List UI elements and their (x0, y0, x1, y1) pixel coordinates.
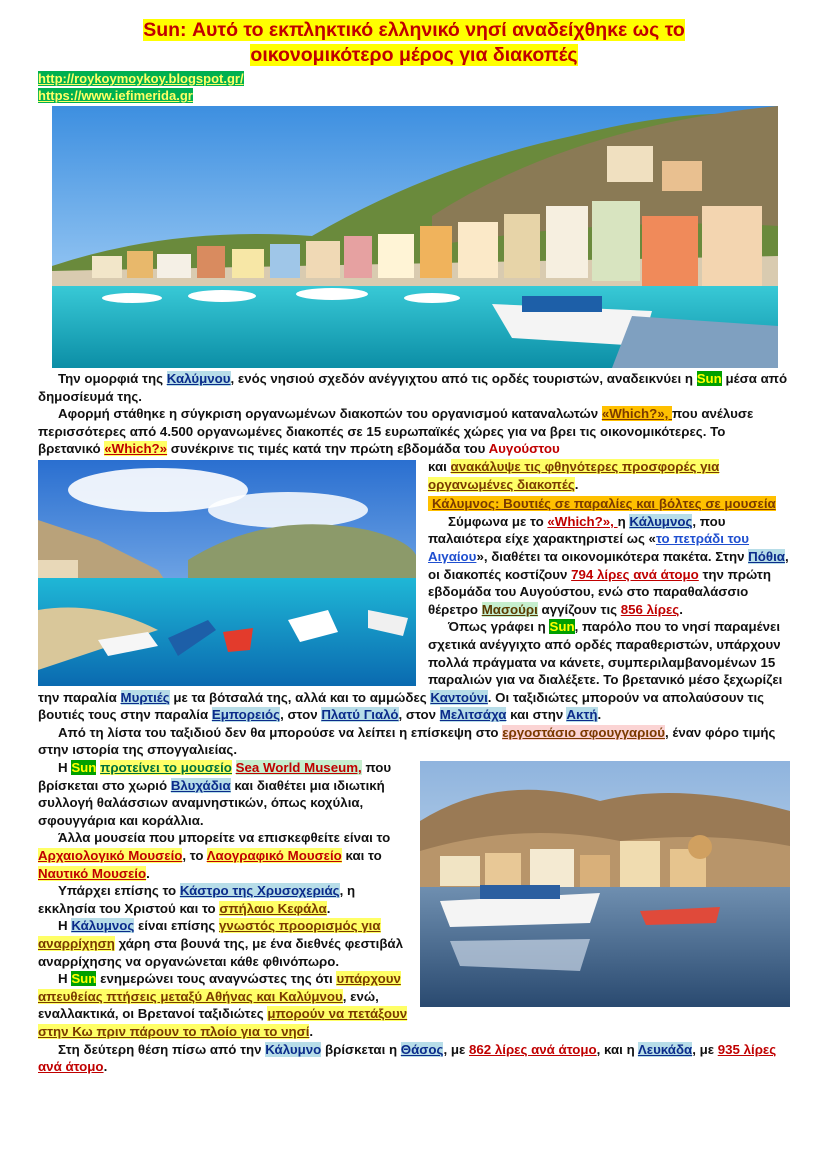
sponge-factory-tag: εργοστάσιο σφουγγαριού (502, 724, 665, 740)
paragraph-flights: Η Sun ενημερώνει τους αναγνώστες της ότι υπάρχουν απευθείας πτήσεις μεταξύ Αθήνας και Καλύμνου, ενώ, εναλλακτικά, οι Βρετανοί ταξιδιώτες μπορούν να πετάξουν στην Κω πριν πάρουν το πλοίο για το νησί. (38, 971, 408, 1039)
title-line-1: Sun: Αυτό το εκπληκτικό ελληνικό νησί αναδείχθηκε ως το (143, 19, 685, 41)
paragraph-other-museums: Άλλα μουσεία που μπορείτε να επισκεφθείτε είναι το Αρχαιολογικό Μουσείο, το Λαογραφικό Μουσείο και το Ναυτικό Μουσείο. (38, 830, 391, 881)
title-line-2: οικονομικότερο μέρος για διακοπές (250, 44, 578, 66)
paragraph-which: Αφορμή στάθηκε η σύγκριση οργανωμένων διακοπών του οργανισμού καταναλωτών «Which?», που ανέλυσε περισσότερες από 4.500 οργανωμένες διακοπές σε 15 ευρωπαϊκές χώρες για να βρει τις οικονομικότερες. Το βρετανικό «Which?» συνέκρινε τις τιμές κατά την πρώτη εβδομάδα του Αυγούστου (38, 406, 754, 457)
section-heading: Κάλυμνος: Βουτιές σε παραλίες και βόλτες σε μουσεία (38, 495, 790, 513)
paragraph-offers: και ανακάλυψε τις φθηνότερες προσφορές για οργανωμένες διακοπές. (428, 458, 720, 492)
source-link-iefimerida[interactable]: https://www.iefimerida.gr (38, 88, 193, 103)
august-tag: Αυγούστου (488, 441, 560, 457)
aegean-gem-link[interactable]: το πετράδι του Αιγαίου (428, 531, 750, 564)
which-tag: «Which?», (601, 406, 672, 422)
source-links (38, 70, 790, 104)
price-masouri: 856 λίρες (620, 601, 680, 617)
source-link-blog[interactable]: http://roykoymoykoy.blogspot.gr/ (38, 71, 244, 86)
bay-photo (38, 460, 416, 686)
paragraph-castle: Υπάρχει επίσης το Κάστρο της Χρυσοχεριάς, η εκκλησία του Χριστού και το σπήλαιο Κεφάλα. (38, 883, 356, 916)
kalymnos-tag: Καλύμνου (166, 371, 231, 386)
offers-tag: ανακάλυψε τις φθηνότερες προσφορές για οργανωμένες διακοπές (428, 458, 720, 492)
price-thasos: 862 λίρες ανά άτομο (468, 1041, 597, 1057)
proposes-tag: προτείνει το μουσείο (100, 760, 232, 776)
paragraph-museum: Η Sun προτείνει το μουσείο Sea World Museum, που βρίσκεται στο χωριό Βλυχάδια και διαθέτει μια ιδιωτική συλλογή θαλάσσιων αναμνηστικών, όπως κοχύλια, σφουγγάρια και κοράλλια. (38, 760, 392, 828)
paragraph-kalymnos-packages: Σύμφωνα με το «Which?», η Κάλυμνος, που παλαιότερα είχε χαρακτηριστεί ως «το πετράδι του Αιγαίου», διαθέτει τα οικονομικότερα πακέτα. Στην Πόθια, οι διακοπές κοστίζουν 794 λίρες ανά άτομο την πρώτη εβδομάδα του Αυγούστου, ενώ στο παραθαλάσσιο θέρετρο Μασούρι αγγίζουν τις 856 λίρες. (428, 513, 789, 617)
which-tag-2: «Which?» (104, 441, 168, 457)
article-title (38, 18, 790, 68)
paragraph-sponge-factory: Από τη λίστα του ταξιδιού δεν θα μπορούσε να λείπει η επίσκεψη στο εργοστάσιο σφουγγαριού, έναν φόρο τιμής στην ιστορία της σπογγαλιείας. (38, 724, 776, 758)
paragraph-beaches: Όπως γράφει η Sun, παρόλο που το νησί παραμένει σχετικά ανέγγιχτο από ορδές παραθεριστών, υπάρχουν πολλά πράγματα να κάνετε, συμπεριλαμβανομένων 15 παραλιών για να διαλέξετε. Το βρετανικό μέσο ξεχωρίζει την παραλία Μυρτιές με τα βότσαλά της, αλλά και το αμμώδες Καντούνι. Οι ταξιδιώτες μπορούν να απολαύσουν τις βουτιές τους στην παραλία Εμπορειός, στον Πλατύ Γιαλό, στον Μελιτσάχα και στην Ακτή. (38, 619, 783, 723)
paragraph-intro: Την ομορφιά της Καλύμνου, ενός νησιού σχεδόν ανέγγιχτου από τις ορδές τουριστών, αναδεικνύει η Sun μέσα από δημοσίευμά της. (38, 371, 788, 404)
article (38, 18, 790, 1076)
harbor-photo (52, 106, 778, 368)
price-pothia: 794 λίρες ανά άτομο (571, 566, 699, 582)
paragraph-climbing: Η Κάλυμνος είναι επίσης γνωστός προορισμός για αναρρίχηση χάρη στα βουνά της, με ένα διεθνές φεστιβάλ αναρρίχησης να οργανώνεται κάθε φθινόπωρο. (38, 918, 404, 969)
sea-world-museum-tag: Sea World Museum, (235, 760, 362, 776)
paragraph-ranking: Στη δεύτερη θέση πίσω από την Κάλυμνο βρίσκεται η Θάσος, με 862 λίρες ανά άτομο, και η Λευκάδα, με 935 λίρες ανά άτομο. (38, 1041, 777, 1075)
evening-harbor-photo (420, 761, 790, 1007)
sun-tag: Sun (696, 371, 722, 386)
which-tag-3: «Which?», (547, 513, 618, 529)
price-lefkada: 935 λίρες ανά άτομο (38, 1041, 777, 1075)
